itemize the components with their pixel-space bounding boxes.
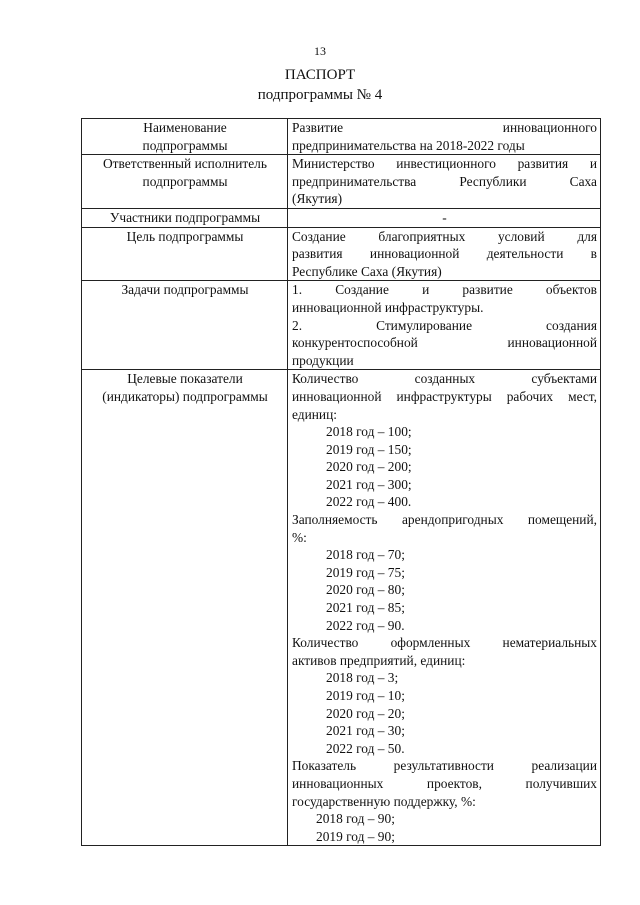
row-value-cell bbox=[288, 370, 601, 846]
row-value-line: 2021 год – 30; bbox=[326, 723, 405, 739]
row-value-line: 1. Создание и развитие объектов bbox=[292, 282, 597, 298]
row-value-line: 2018 год – 3; bbox=[326, 670, 399, 686]
row-label-line: Ответственный исполнитель bbox=[103, 156, 267, 172]
row-value-line: продукции bbox=[292, 352, 354, 368]
row-value-line: 2019 год – 150; bbox=[326, 441, 412, 457]
row-value-line: инновационной инфраструктуры рабочих мест, bbox=[292, 388, 597, 404]
row-value-line: 2018 год – 70; bbox=[326, 547, 405, 563]
row-value-line: 2018 год – 90; bbox=[316, 811, 395, 827]
document-subtitle: подпрограммы № 4 bbox=[257, 87, 383, 103]
table-row bbox=[82, 119, 601, 155]
row-value-line: 2018 год – 100; bbox=[326, 424, 412, 440]
row-label-cell bbox=[82, 370, 288, 846]
row-label-line: (индикаторы) подпрограммы bbox=[102, 388, 268, 404]
passport-table bbox=[81, 118, 601, 846]
row-value-line: Республике Саха (Якутия) bbox=[292, 263, 442, 279]
row-value-line: развития инновационной деятельности в bbox=[292, 246, 597, 262]
row-label-line: Участники подпрограммы bbox=[109, 209, 261, 225]
row-value-line: инновационных проектов, получивших bbox=[292, 775, 597, 791]
row-value-line: Количество созданных субъектами bbox=[292, 371, 597, 387]
table-row bbox=[82, 370, 601, 846]
row-value-line: Количество оформленных нематериальных bbox=[292, 635, 597, 651]
row-value-line: государственную поддержку, %: bbox=[292, 793, 476, 809]
row-value-line: 2019 год – 90; bbox=[316, 828, 395, 844]
row-value-cell bbox=[288, 155, 601, 209]
row-value-line: 2022 год – 50. bbox=[326, 740, 405, 756]
row-label-cell bbox=[82, 208, 288, 227]
table-row bbox=[82, 281, 601, 370]
row-value-cell bbox=[288, 208, 601, 227]
row-value-line: 2020 год – 200; bbox=[326, 459, 412, 475]
row-value-line: 2022 год – 400. bbox=[326, 494, 412, 510]
row-value-line: 2021 год – 85; bbox=[326, 600, 405, 616]
row-value-line: единиц: bbox=[292, 406, 337, 422]
passport-table-body bbox=[82, 119, 601, 846]
row-value-line: 2020 год – 80; bbox=[326, 582, 405, 598]
row-label-cell bbox=[82, 281, 288, 370]
table-row bbox=[82, 227, 601, 281]
row-value-cell bbox=[288, 227, 601, 281]
page-number: 13 bbox=[314, 44, 326, 58]
row-value-line: 2019 год – 10; bbox=[326, 688, 405, 703]
row-value-line: %: bbox=[292, 529, 307, 545]
row-value-cell bbox=[288, 281, 601, 370]
row-value-line: Создание благоприятных условий для bbox=[292, 228, 597, 244]
row-value-cell bbox=[288, 119, 601, 155]
row-value-line: 2. Стимулирование создания bbox=[292, 317, 597, 333]
row-value-line: 2019 год – 75; bbox=[326, 564, 405, 580]
row-label-line: Наименование bbox=[143, 120, 227, 135]
row-value-line: Министерство инвестиционного развития и bbox=[292, 156, 597, 172]
row-value-line: предпринимательства на 2018-2022 годы bbox=[292, 137, 525, 153]
row-label-cell bbox=[82, 227, 288, 281]
row-label-line: Задачи подпрограммы bbox=[121, 282, 249, 298]
row-value-line: Заполняемость арендопригодных помещений, bbox=[292, 512, 597, 528]
row-label-cell bbox=[82, 119, 288, 155]
row-value-line: инновационной инфраструктуры. bbox=[292, 299, 484, 315]
row-value-line: 2020 год – 20; bbox=[326, 705, 405, 721]
row-value-line: конкурентоспособной инновационной bbox=[292, 335, 597, 351]
row-label-line: подпрограммы bbox=[142, 137, 228, 153]
row-label-line: Целевые показатели bbox=[127, 371, 243, 387]
row-label-line: подпрограммы bbox=[142, 173, 228, 189]
row-value-line: Показатель результативности реализации bbox=[292, 758, 597, 774]
row-value-line: предпринимательства Республики Саха bbox=[292, 173, 597, 189]
row-value-line: 2022 год – 90. bbox=[326, 617, 405, 633]
row-label-cell bbox=[82, 155, 288, 209]
row-value-line: - bbox=[442, 209, 447, 225]
row-value-line: 2021 год – 300; bbox=[326, 476, 412, 492]
row-label-line: Цель подпрограммы bbox=[126, 228, 244, 244]
row-value-line: (Якутия) bbox=[292, 191, 343, 207]
row-value-line: активов предприятий, единиц: bbox=[292, 652, 466, 668]
table-row bbox=[82, 208, 601, 227]
table-row bbox=[82, 155, 601, 209]
document-title: ПАСПОРТ bbox=[284, 67, 356, 83]
row-value-line: Развитие инновационного bbox=[292, 120, 597, 135]
